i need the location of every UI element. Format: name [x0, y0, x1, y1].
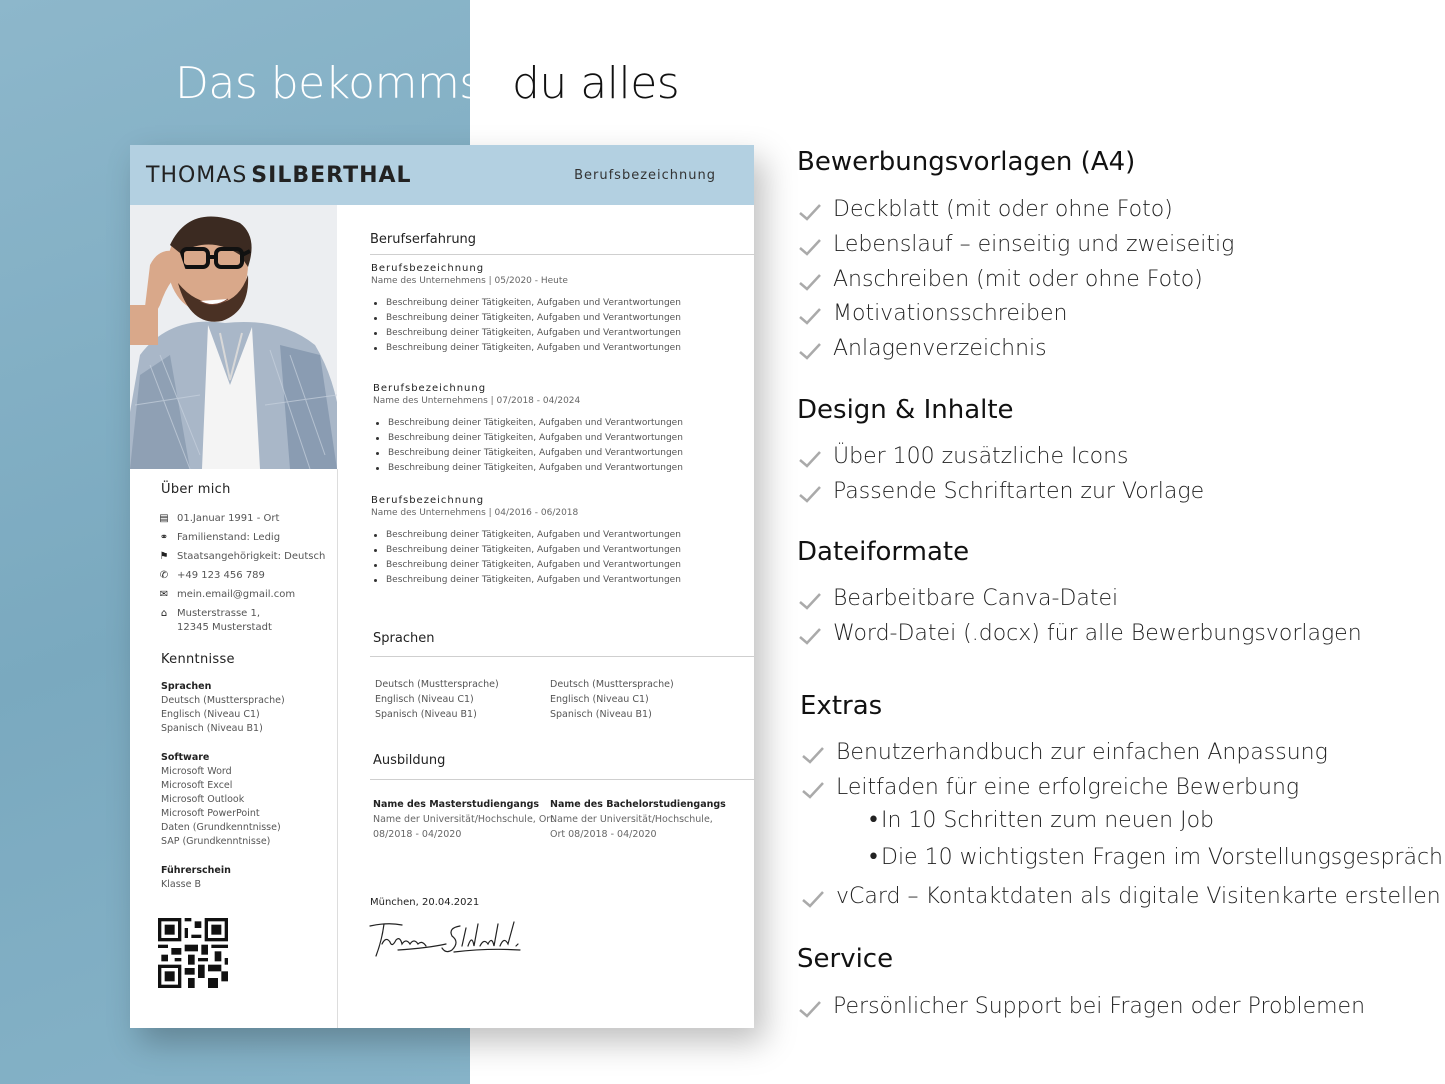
cv-first-name: THOMAS [146, 163, 248, 188]
check-icon [801, 889, 825, 909]
home-icon: ⌂ [160, 608, 168, 619]
qr-code [158, 918, 228, 988]
mail-icon: ✉ [159, 589, 169, 600]
check-icon [798, 341, 822, 361]
job-bullet: Beschreibung deiner Tätigkeiten, Aufgaben und Verantwortungen [371, 296, 741, 311]
portrait-photo [130, 205, 337, 469]
cv-job-title: Berufsbezeichnung [574, 168, 716, 183]
divider-line [370, 656, 754, 657]
headline-part-white: Das bekommst [175, 58, 499, 109]
feature-item: Anschreiben (mit oder ohne Foto) [833, 267, 1203, 292]
feature-subitem: Die 10 wichtigsten Fragen im Vorstellungsgespräch [881, 845, 1443, 870]
education-school: Name der Universität/Hochschule, [550, 814, 713, 825]
job-bullet: Beschreibung deiner Tätigkeiten, Aufgaben und Verantwortungen [373, 416, 743, 431]
job-bullet: Beschreibung deiner Tätigkeiten, Aufgaben und Verantwortungen [373, 461, 743, 476]
check-icon [798, 449, 822, 469]
skill-item: Microsoft Excel [161, 780, 233, 791]
language-item: Englisch (Niveau C1) [375, 694, 474, 705]
check-icon [798, 591, 822, 611]
job-company: Name des Unternehmens | 04/2016 - 06/2018 [371, 508, 579, 518]
job-title: Berufsbezeichnung [371, 495, 485, 506]
feature-item: Persönlicher Support bei Fragen oder Problemen [833, 994, 1366, 1019]
phone-icon: ✆ [159, 570, 169, 581]
job-bullet: Beschreibung deiner Tätigkeiten, Aufgaben und Verantwortungen [373, 431, 743, 446]
check-icon [798, 999, 822, 1019]
job-bullets [373, 416, 743, 476]
skills-license [161, 864, 231, 892]
job-title: Berufsbezeichnung [373, 383, 487, 394]
check-icon [798, 484, 822, 504]
check-icon [798, 202, 822, 222]
job-entry [371, 262, 741, 356]
check-icon [798, 626, 822, 646]
skill-item: Daten (Grundkenntnisse) [161, 822, 281, 833]
feature-item: Anlagenverzeichnis [833, 336, 1047, 361]
section-title-templates: Bewerbungsvorlagen (A4) [797, 147, 1136, 177]
cake-icon: ▤ [159, 513, 169, 524]
skill-item: Englisch (Niveau C1) [161, 709, 260, 720]
divider-line [370, 254, 754, 255]
feature-subitem: In 10 Schritten zum neuen Job [881, 808, 1215, 833]
handwritten-signature [368, 918, 528, 960]
language-item: Englisch (Niveau C1) [550, 694, 649, 705]
language-item: Spanisch (Niveau B1) [375, 709, 477, 720]
column-divider [337, 469, 338, 1028]
experience-heading: Berufserfahrung [370, 232, 477, 247]
feature-item: Passende Schriftarten zur Vorlage [833, 479, 1205, 504]
feature-item: vCard – Kontaktdaten als digitale Visitenkarte erstellen [836, 884, 1441, 909]
education-date: 08/2018 - 04/2020 [373, 829, 462, 840]
contact-email: mein.email@gmail.com [177, 589, 296, 600]
skill-item: Microsoft Outlook [161, 794, 245, 805]
job-company: Name des Unternehmens | 05/2020 - Heute [371, 276, 568, 286]
languages-column-1 [375, 677, 499, 722]
languages-column-2 [550, 677, 674, 722]
languages-heading: Sprachen [373, 631, 435, 646]
rings-icon: ⚭ [159, 532, 169, 543]
skills-heading: Kenntnisse [161, 652, 235, 667]
contact-phone: +49 123 456 789 [177, 570, 265, 581]
language-item: Deutsch (Musttersprache) [550, 679, 674, 690]
section-title-extras: Extras [800, 691, 883, 721]
skill-item: Microsoft Word [161, 766, 232, 777]
job-company: Name des Unternehmens | 07/2018 - 04/2024 [373, 396, 581, 406]
education-heading: Ausbildung [373, 753, 446, 768]
job-bullet: Beschreibung deiner Tätigkeiten, Aufgaben und Verantwortungen [371, 326, 741, 341]
section-title-design: Design & Inhalte [797, 395, 1014, 425]
divider-line [370, 779, 754, 780]
feature-item: Deckblatt (mit oder ohne Foto) [833, 197, 1173, 222]
skills-languages [161, 680, 285, 736]
job-bullet: Beschreibung deiner Tätigkeiten, Aufgaben und Verantwortungen [371, 528, 741, 543]
cv-sheet-preview [130, 145, 754, 1028]
cv-last-name: SILBERTHAL [251, 163, 412, 188]
bullet-icon: • [867, 808, 880, 833]
section-title-service: Service [797, 944, 894, 974]
contact-address-line2: 12345 Musterstadt [177, 622, 272, 633]
education-title: Name des Masterstudiengangs [373, 799, 540, 810]
skill-item: Spanisch (Niveau B1) [161, 723, 263, 734]
contact-address-line1: Musterstrasse 1, [177, 608, 261, 619]
place-date: München, 20.04.2021 [370, 897, 480, 908]
job-bullet: Beschreibung deiner Tätigkeiten, Aufgaben und Verantwortungen [371, 543, 741, 558]
contact-nationality: Staatsangehörigkeit: Deutsch [177, 551, 326, 562]
job-bullet: Beschreibung deiner Tätigkeiten, Aufgaben und Verantwortungen [371, 558, 741, 573]
feature-item: Über 100 zusätzliche Icons [833, 444, 1129, 469]
feature-item: Benutzerhandbuch zur einfachen Anpassung [836, 740, 1328, 765]
flag-icon: ⚑ [159, 551, 169, 562]
check-icon [801, 745, 825, 765]
skill-item: SAP (Grundkenntnisse) [161, 836, 271, 847]
skill-item: Microsoft PowerPoint [161, 808, 260, 819]
feature-item: Lebenslauf – einseitig und zweiseitig [833, 232, 1235, 257]
feature-item: Word-Datei (.docx) für alle Bewerbungsvorlagen [833, 621, 1362, 646]
job-bullet: Beschreibung deiner Tätigkeiten, Aufgaben und Verantwortungen [371, 341, 741, 356]
skills-software-title: Software [161, 752, 210, 763]
feature-item: Bearbeitbare Canva-Datei [833, 586, 1119, 611]
education-school: Name der Universität/Hochschule, Ort [373, 814, 554, 825]
skill-item: Klasse B [161, 879, 201, 890]
job-bullet: Beschreibung deiner Tätigkeiten, Aufgaben und Verantwortungen [371, 311, 741, 326]
skills-license-title: Führerschein [161, 865, 231, 876]
job-bullet: Beschreibung deiner Tätigkeiten, Aufgaben und Verantwortungen [371, 573, 741, 588]
cv-header-bar [130, 145, 754, 205]
education-date: Ort 08/2018 - 04/2020 [550, 829, 657, 840]
education-entry [373, 797, 554, 842]
skills-languages-title: Sprachen [161, 681, 212, 692]
headline-part-dark: du alles [511, 58, 680, 109]
section-title-formats: Dateiformate [797, 537, 970, 567]
skill-item: Deutsch (Musttersprache) [161, 695, 285, 706]
job-bullets [371, 528, 741, 588]
job-bullets [371, 296, 741, 356]
feature-item: Motivationsschreiben [833, 301, 1068, 326]
headline [175, 58, 679, 109]
job-title: Berufsbezeichnung [371, 263, 485, 274]
job-entry [373, 382, 743, 476]
check-icon [798, 237, 822, 257]
job-bullet: Beschreibung deiner Tätigkeiten, Aufgaben und Verantwortungen [373, 446, 743, 461]
feature-item: Leitfaden für eine erfolgreiche Bewerbung [836, 775, 1300, 800]
check-icon [798, 272, 822, 292]
about-heading: Über mich [161, 482, 231, 497]
language-item: Deutsch (Musttersprache) [375, 679, 499, 690]
contact-birth: 01.Januar 1991 - Ort [177, 513, 280, 524]
contact-status: Familienstand: Ledig [177, 532, 281, 543]
language-item: Spanisch (Niveau B1) [550, 709, 652, 720]
cv-name [146, 163, 412, 188]
check-icon [801, 780, 825, 800]
education-entry [550, 797, 726, 842]
education-title: Name des Bachelorstudiengangs [550, 799, 726, 810]
skills-software [161, 751, 281, 849]
check-icon [798, 306, 822, 326]
bullet-icon: • [867, 845, 880, 870]
job-entry [371, 494, 741, 588]
